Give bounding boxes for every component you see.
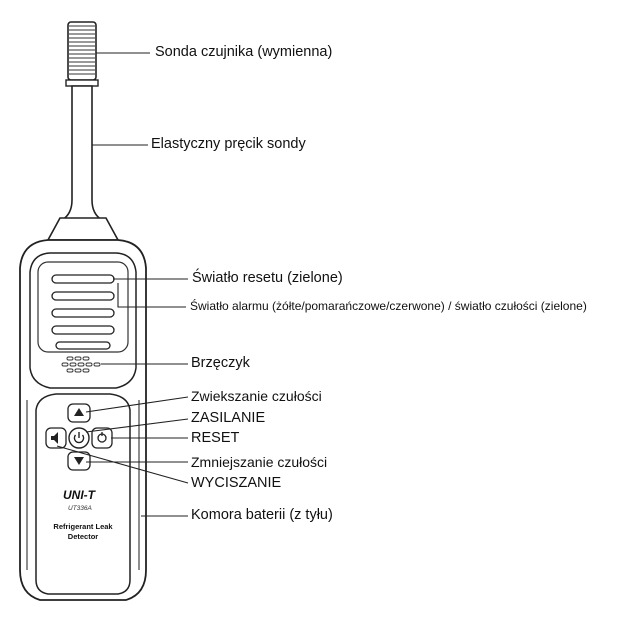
product-name-line1: Refrigerant Leak	[53, 522, 113, 531]
flexible-rod	[62, 86, 102, 220]
sensor-probe	[66, 22, 98, 86]
reset-light-callout: Światło resetu (zielone)	[192, 270, 343, 286]
product-name-line2: Detector	[67, 532, 99, 541]
alarm-light-callout: Światło alarmu (żółte/pomarańczowe/czerwone) / światło czułości (zielone)	[190, 299, 587, 313]
sens-down-callout: Zmniejszanie czułości	[191, 454, 328, 470]
flex-rod-callout: Elastyczny pręcik sondy	[151, 136, 306, 152]
battery-callout: Komora baterii (z tyłu)	[191, 507, 333, 523]
power-callout: ZASILANIE	[191, 410, 266, 426]
brand-logo: UNI-T	[63, 488, 95, 502]
sens-up-callout: Zwiekszanie czułości	[191, 388, 322, 404]
probe-callout: Sonda czujnika (wymienna)	[155, 44, 333, 60]
model-label: UT336A	[68, 505, 92, 512]
mute-callout: WYCISZANIE	[191, 475, 282, 491]
reset-callout: RESET	[191, 430, 240, 446]
buzzer-callout: Brzęczyk	[191, 355, 250, 371]
